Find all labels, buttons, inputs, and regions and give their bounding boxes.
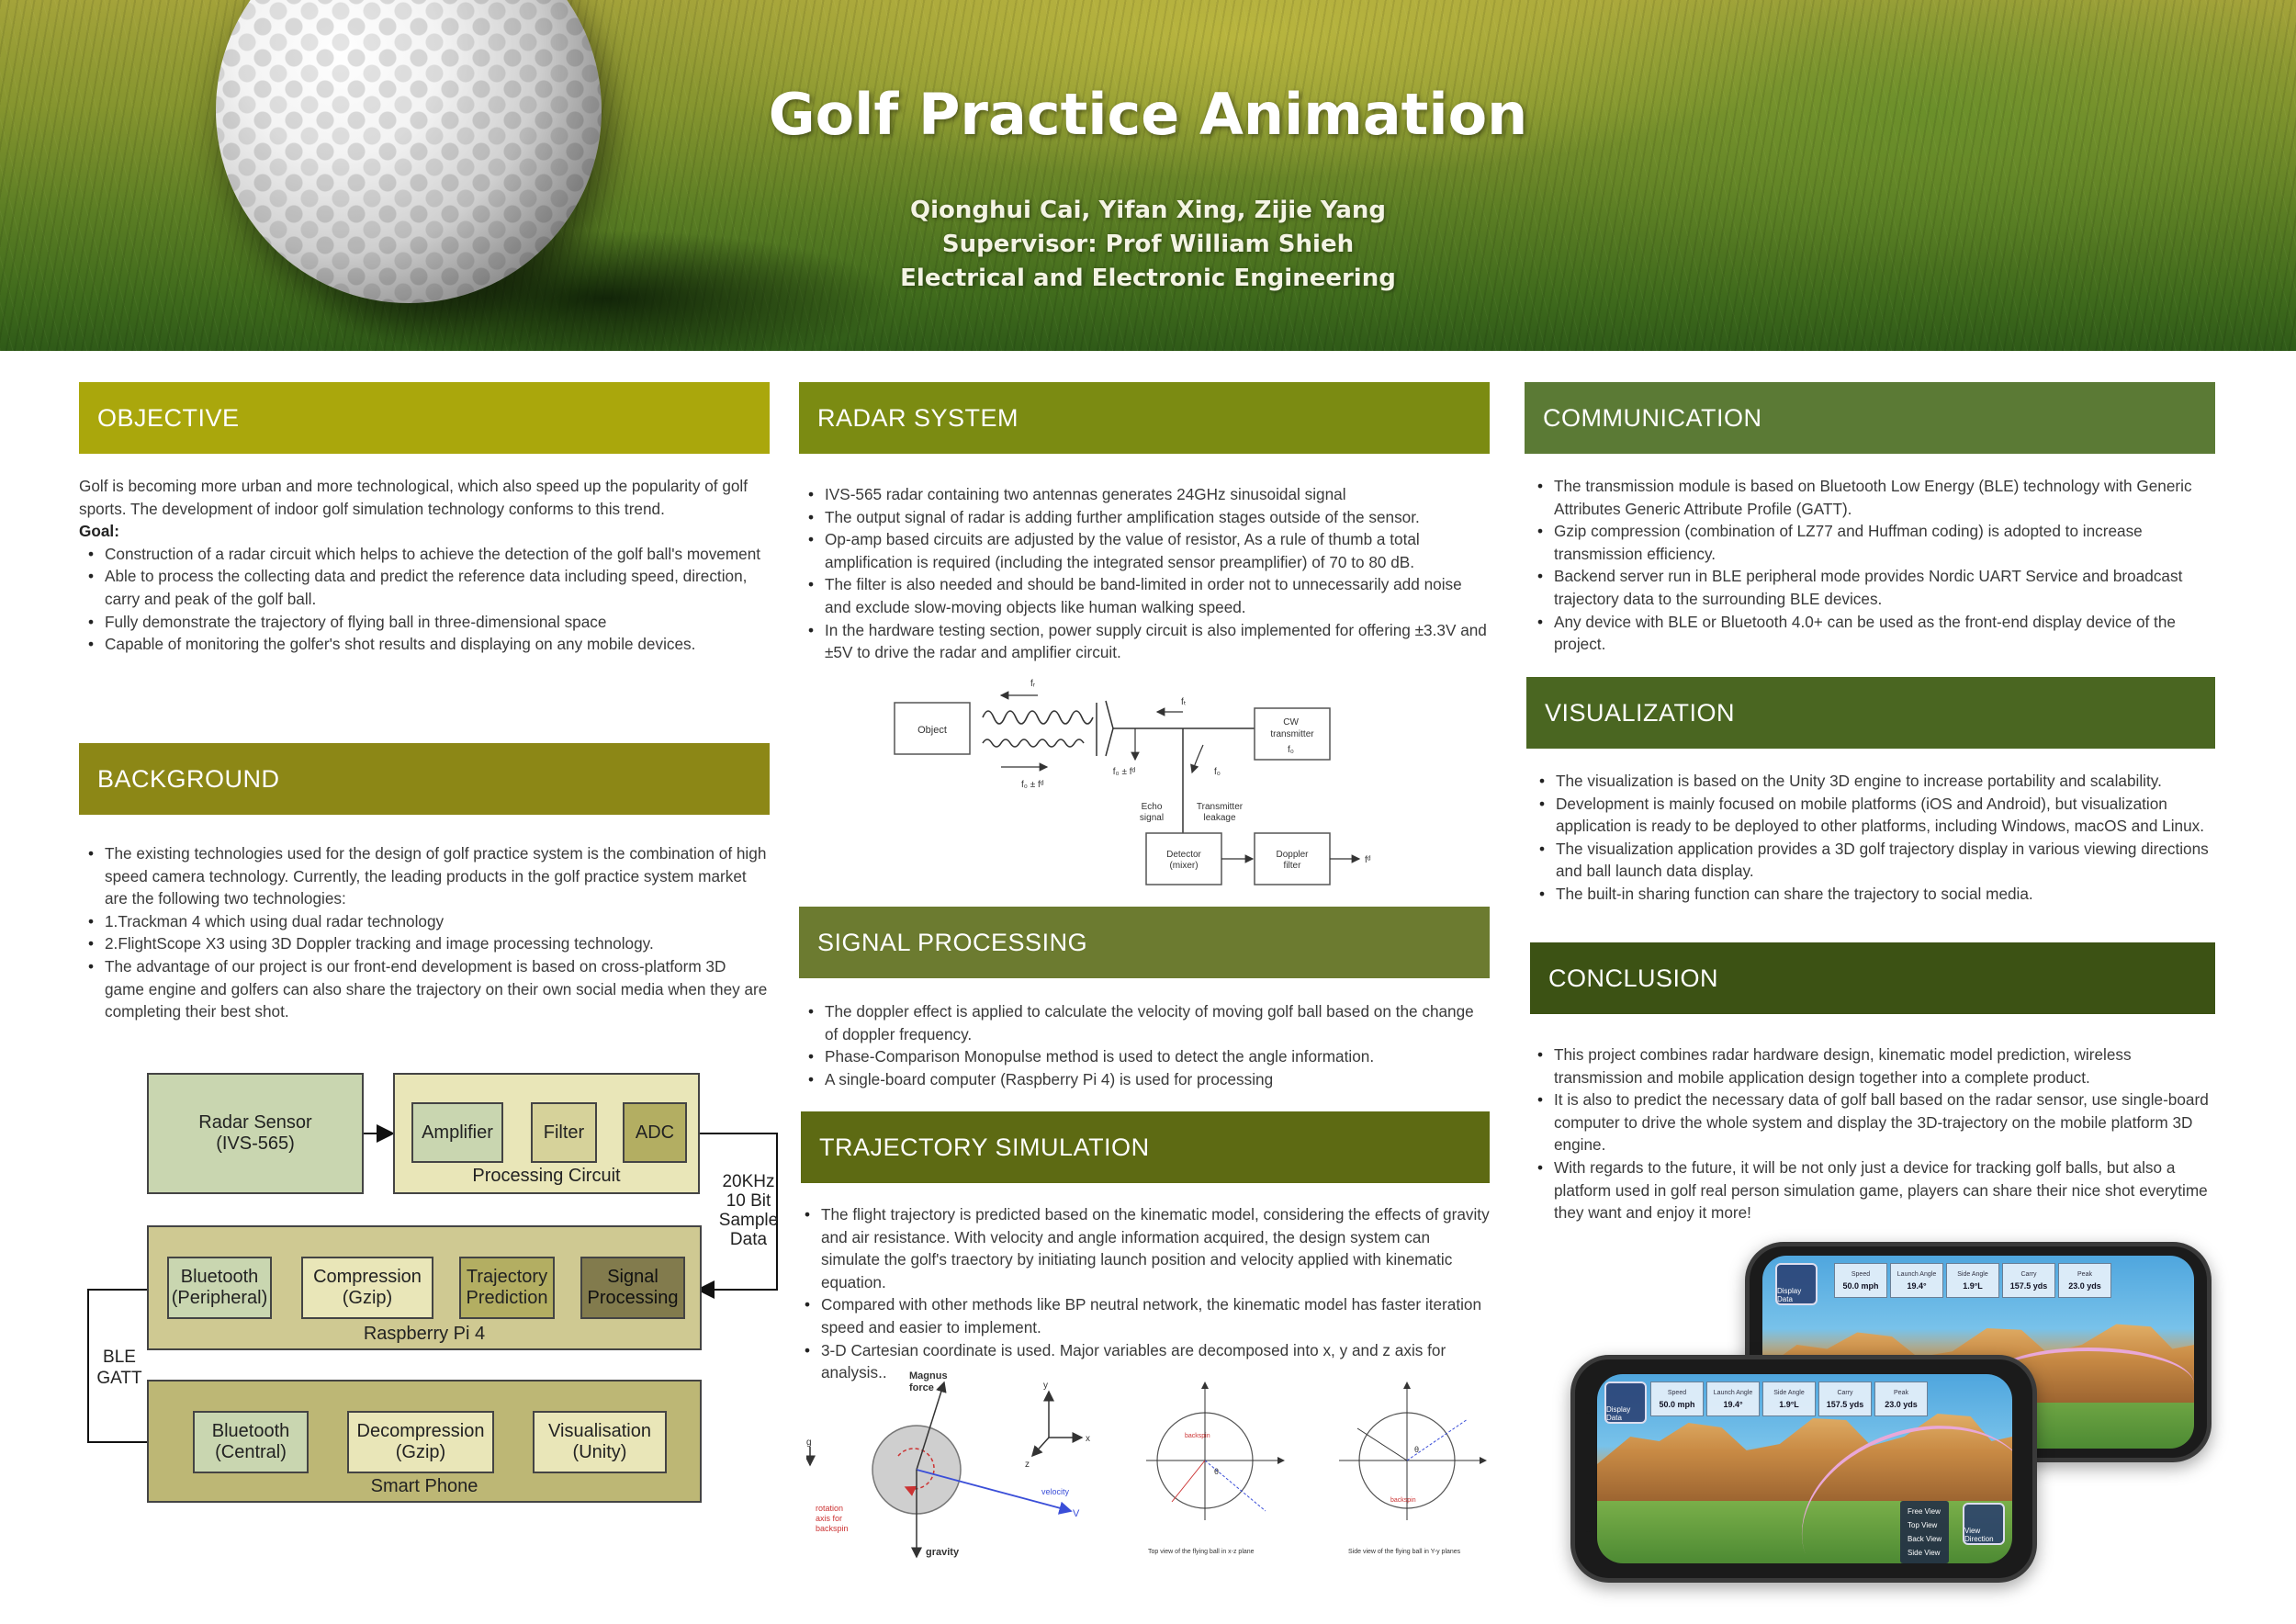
radar-sensor-box: Radar Sensor (IVS-565) [147, 1073, 364, 1194]
svg-text:gravity: gravity [926, 1547, 960, 1558]
svg-text:V: V [1073, 1508, 1080, 1519]
svg-text:Transmitterleakage: Transmitter leakage [1196, 802, 1244, 823]
svg-text:Side view of the flying ball i: Side view of the flying ball in Y-y planes [1348, 1549, 1461, 1555]
view-option-top[interactable]: Top View [1908, 1521, 1938, 1529]
background-heading: BACKGROUND [79, 743, 770, 815]
list-item: • This project combines radar hardware design, kinematic model prediction, wireless transmission and mobile application design together into a complete product. [1528, 1043, 2219, 1088]
object-label: Object [917, 725, 947, 736]
list-item: • A single-board computer (Raspberry Pi 4) is used for processing [799, 1068, 1490, 1091]
list-item: • 2.FlightScope X3 using 3D Doppler tracking and image processing technology. [79, 932, 770, 955]
svg-text:Magnusforce: Magnus force [909, 1370, 948, 1393]
svg-text:backspin: backspin [1390, 1497, 1416, 1504]
radar-body [799, 483, 1490, 664]
authors: Qionghui Cai, Yifan Xing, Zijie Yang [910, 197, 1386, 224]
hud-side-angle: Side Angle 1.9°L [1762, 1382, 1816, 1416]
list-item: • The flight trajectory is predicted based on the kinematic model, considering the effects of gravity and air resistance. With velocity and angle information acquired, the design system can simulate the golf's traectory by initiating launch position and velocity applied with kinematic equation. [795, 1203, 1490, 1293]
poster-title: Golf Practice Animation [768, 81, 1528, 148]
banner [0, 0, 2296, 351]
list-item: • The existing technologies used for the design of golf practice system is the combination of high speed camera technology. Currently, the leading products in the golf practice system market are the following two technologies: [79, 842, 770, 910]
svg-text:Echosignal: Echo signal [1139, 802, 1165, 823]
trajectory-heading: TRAJECTORY SIMULATION [801, 1111, 1490, 1183]
list-item: • IVS-565 radar containing two antennas generates 24GHz sinusoidal signal [799, 483, 1490, 506]
list-item: • Compared with other methods like BP neutral network, the kinematic model has faster iteration speed and easier to implement. [795, 1293, 1490, 1338]
smart-phone-box: Smart Phone [147, 1380, 702, 1503]
objective-body [79, 475, 770, 656]
display-data-button[interactable]: Display Data [1604, 1382, 1647, 1424]
trajectory-body [795, 1203, 1490, 1384]
background-body [79, 842, 770, 1023]
trajectory-prediction-box: Trajectory Prediction [459, 1257, 555, 1319]
hud-carry: Carry 157.5 yds [2002, 1263, 2055, 1298]
hud-launch-angle: Launch Angle 19.4° [1706, 1382, 1760, 1416]
hud-side-angle: Side Angle 1.9°L [1946, 1263, 1999, 1298]
svg-text:fₜ: fₜ [1181, 697, 1187, 707]
svg-text:Dopplerfilter: Doppler filter [1276, 850, 1309, 871]
svg-text:f₀: f₀ [1214, 767, 1221, 777]
hud-speed: Speed 50.0 mph [1834, 1263, 1887, 1298]
cw-label: CW [1283, 717, 1299, 727]
svg-text:θ: θ [1214, 1467, 1220, 1476]
list-item: • Able to process the collecting data and predict the reference data including speed, direction, carry and peak of the golf ball. [79, 565, 770, 610]
view-direction-button[interactable]: View Direction [1963, 1503, 2005, 1545]
list-item: • The output signal of radar is adding further amplification stages outside of the sensor. [799, 506, 1490, 529]
phone-front [1570, 1355, 2037, 1583]
view-option-side[interactable]: Side View [1908, 1549, 1941, 1557]
conclusion-body [1528, 1043, 2219, 1224]
list-item: • It is also to predict the necessary data of golf ball based on the radar sensor, use single-board computer to drive the whole system and display the 3D-trajectory on the mobile platform 3D engine. [1528, 1088, 2219, 1156]
hud-peak: Peak 23.0 yds [2058, 1263, 2111, 1298]
svg-text:f₀: f₀ [1288, 745, 1294, 755]
list-item: • The transmission module is based on Bluetooth Low Energy (BLE) technology with Generic Attributes Generic Attribute Profile (GATT). [1528, 475, 2219, 520]
svg-text:y: y [1043, 1381, 1048, 1391]
filter-box: Filter [531, 1102, 597, 1163]
svg-text:backspin: backspin [1185, 1433, 1210, 1439]
conclusion-heading: CONCLUSION [1530, 942, 2215, 1014]
list-item: • Development is mainly focused on mobile platforms (iOS and Android), but visualization application is ready to be deployed to other platforms, including Windows, macOS and Linux. [1530, 793, 2221, 838]
visualization-list [1530, 770, 2221, 906]
svg-text:fᵣ: fᵣ [1030, 679, 1036, 689]
decompression-box: Decompression (Gzip) [347, 1411, 494, 1473]
adc-box: ADC [623, 1102, 687, 1163]
signal-body [799, 1000, 1490, 1090]
bluetooth-central-box: Bluetooth (Central) [193, 1411, 309, 1473]
radar-block-diagram [882, 675, 1396, 896]
objective-intro: Golf is becoming more urban and more technological, which also speed up the popularity of golf sports. The development of indoor golf simulation technology conforms to this trend. [79, 477, 748, 518]
department: Electrical and Electronic Engineering [900, 265, 1396, 292]
launch-data-hud [1650, 1382, 1928, 1416]
raspberry-pi-box: Raspberry Pi 4 [147, 1225, 702, 1350]
conclusion-list [1528, 1043, 2219, 1224]
list-item: • The visualization application provides a 3D golf trajectory display in various viewing directions and ball launch data display. [1530, 838, 2221, 883]
signal-list [799, 1000, 1490, 1090]
list-item: • Op-amp based circuits are adjusted by the value of resistor, As a rule of thumb a total amplification is required (including the integrated sensor preamplifier) of 70 to 80 dB. [799, 528, 1490, 573]
svg-text:θ: θ [1414, 1445, 1420, 1454]
view-direction-menu [1900, 1501, 1949, 1563]
goal-label: Goal: [79, 522, 119, 541]
processing-circuit-box: Processing Circuit [393, 1073, 700, 1194]
list-item: • Capable of monitoring the golfer's shot results and displaying on any mobile devices. [79, 633, 770, 656]
supervisor: Supervisor: Prof William Shieh [941, 231, 1355, 258]
hud-carry: Carry 157.5 yds [1818, 1382, 1872, 1416]
objective-heading: OBJECTIVE [79, 382, 770, 454]
list-item: • The filter is also needed and should be band-limited in order not to unnecessarily add noise and exclude slow-moving objects like human walking speed. [799, 573, 1490, 618]
visualization-heading: VISUALIZATION [1526, 677, 2215, 749]
list-item: • 3-D Cartesian coordinate is used. Major variables are decomposed into x, y and z axis for analysis.. [795, 1339, 1490, 1384]
svg-text:Detector(mixer): Detector (mixer) [1166, 850, 1201, 871]
radar-heading: RADAR SYSTEM [799, 382, 1490, 454]
launch-data-hud [1834, 1263, 2111, 1298]
list-item: • The visualization is based on the Unity 3D engine to increase portability and scalability. [1530, 770, 2221, 793]
view-option-free[interactable]: Free View [1908, 1507, 1941, 1516]
sample-data-label: 20KHz 10 Bit Sample Data [718, 1172, 779, 1249]
svg-text:g: g [806, 1438, 812, 1448]
list-item: • The doppler effect is applied to calculate the velocity of moving golf ball based on the change of doppler frequency. [799, 1000, 1490, 1045]
svg-text:Top view of the flying ball in: Top view of the flying ball in x-z plane [1148, 1549, 1255, 1555]
hud-speed: Speed 50.0 mph [1650, 1382, 1704, 1416]
svg-text:fᵈ: fᵈ [1365, 855, 1371, 865]
ble-gatt-label: BLE GATT [96, 1348, 142, 1388]
list-item: • With regards to the future, it will be not only just a device for tracking golf balls, but also a platform used in golf real person simulation game, players can share their nice shot everytime they want and enjoy it more! [1528, 1156, 2219, 1224]
communication-heading: COMMUNICATION [1525, 382, 2215, 454]
hud-peak: Peak 23.0 yds [1874, 1382, 1928, 1416]
amplifier-box: Amplifier [411, 1102, 503, 1163]
list-item: • Construction of a radar circuit which helps to achieve the detection of the golf ball's movement [79, 543, 770, 566]
signal-heading: SIGNAL PROCESSING [799, 907, 1490, 978]
list-item: • In the hardware testing section, power supply circuit is also implemented for offering ±3.3V and ±5V to drive the radar and amplifier circuit. [799, 619, 1490, 664]
compression-box: Compression (Gzip) [301, 1257, 433, 1319]
objective-list [79, 543, 770, 656]
list-item: • Fully demonstrate the trajectory of flying ball in three-dimensional space [79, 611, 770, 634]
list-item: • Gzip compression (combination of LZ77 and Huffman coding) is adopted to increase transmission efficiency. [1528, 520, 2219, 565]
svg-text:velocity: velocity [1041, 1487, 1070, 1496]
trajectory-list [795, 1203, 1490, 1384]
communication-body [1528, 475, 2219, 656]
svg-text:f₀ ± fᵈ: f₀ ± fᵈ [1021, 780, 1044, 790]
svg-text:rotationaxis forbackspin: rotation axis for backspin [816, 1504, 849, 1533]
list-item: • Backend server run in BLE peripheral mode provides Nordic UART Service and broadcast trajectory data to the surrounding BLE devices. [1528, 565, 2219, 610]
svg-text:z: z [1025, 1460, 1030, 1470]
view-option-back[interactable]: Back View [1908, 1535, 1942, 1543]
list-item: • The built-in sharing function can share the trajectory to social media. [1530, 883, 2221, 906]
list-item: • Phase-Comparison Monopulse method is used to detect the angle information. [799, 1045, 1490, 1068]
visualisation-box: Visualisation (Unity) [533, 1411, 667, 1473]
svg-text:f₀ ± fᵈ: f₀ ± fᵈ [1112, 767, 1136, 777]
radar-list [799, 483, 1490, 664]
background-list [79, 842, 770, 1023]
bluetooth-peripheral-box: Bluetooth (Peripheral) [167, 1257, 272, 1319]
display-data-button[interactable]: Display Data [1775, 1263, 1818, 1305]
trajectory-figures [806, 1364, 1514, 1566]
list-item: • 1.Trackman 4 which using dual radar technology [79, 910, 770, 933]
visualization-body [1530, 770, 2221, 906]
app-screen-front [1597, 1374, 2012, 1563]
communication-list [1528, 475, 2219, 656]
svg-text:CW transmitter: CW transmitter [1270, 717, 1314, 739]
svg-text:x: x [1086, 1434, 1090, 1444]
list-item: • Any device with BLE or Bluetooth 4.0+ can be used as the front-end display device of the project. [1528, 611, 2219, 656]
list-item: • The advantage of our project is our front-end development is based on cross-platform 3D game engine and golfers can also share the trajectory on their own social media when they are completing their best shot. [79, 955, 770, 1023]
hud-launch-angle: Launch Angle 19.4° [1890, 1263, 1943, 1298]
signal-processing-box: Signal Processing [580, 1257, 685, 1319]
